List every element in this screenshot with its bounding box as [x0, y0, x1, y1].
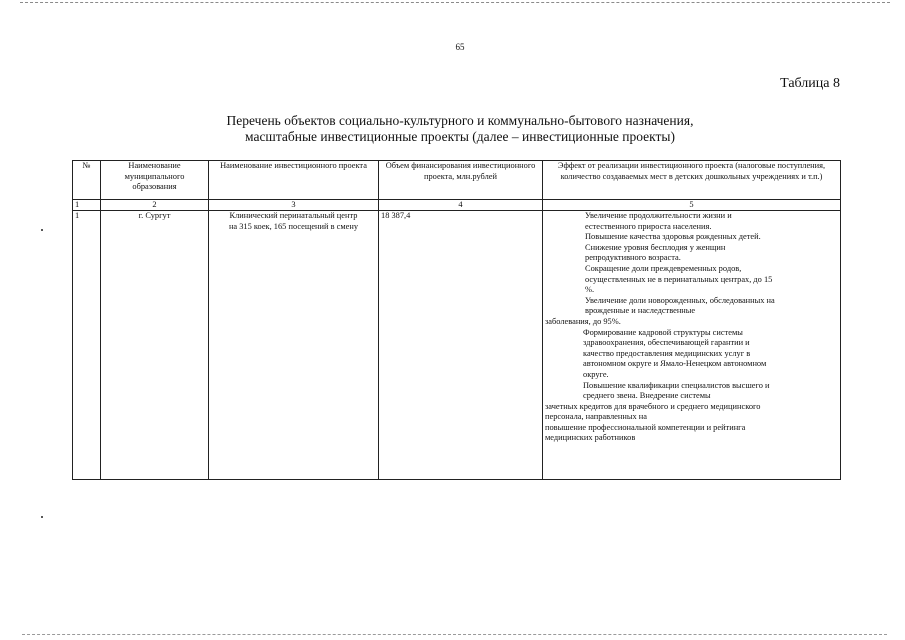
investment-projects-table: [72, 160, 841, 480]
effect-line: Сокращение доли преждевременных родов,: [585, 263, 742, 273]
table-row: [73, 211, 841, 480]
effect-line: повышение профессиональной компетенции и рейтинга: [545, 422, 746, 432]
column-number: 2: [101, 200, 209, 211]
effect-cell: [543, 211, 841, 480]
effect-line: среднего звена. Внедрение системы: [583, 391, 711, 401]
row-number: 1: [73, 211, 101, 480]
effect-line: Увеличение доли новорожденных, обследованных на: [585, 295, 775, 305]
title-line-2: масштабные инвестиционные проекты (далее – инвестиционные проекты): [245, 129, 675, 144]
municipality-cell: г. Сургут: [101, 211, 209, 480]
effect-line: естественного прироста населения.: [585, 221, 712, 231]
header-project: Наименование инвестиционного проекта: [209, 161, 379, 200]
effect-line: качество предоставления медицинских услуг в: [583, 348, 751, 358]
effect-line: персонала, направленных на: [545, 412, 647, 422]
header-municipality: Наименование муниципального образования: [101, 161, 209, 200]
effect-line: врожденные и наследственные: [585, 306, 696, 316]
header-number: №: [73, 161, 101, 200]
project-cell: Клинический перинатальный центр на 315 коек, 165 посещений в смену: [209, 211, 379, 480]
effect-line: медицинских работников: [545, 433, 636, 443]
effect-line: заболевания, до 95%.: [545, 316, 621, 326]
effect-line: здравоохранения, обеспечивающей гарантии и: [583, 338, 750, 348]
effect-line: репродуктивного возраста.: [585, 253, 681, 263]
effect-line: осуществленных не в перинатальных центрах, до 15: [585, 274, 773, 284]
effect-line: Увеличение продолжительности жизни и: [585, 211, 732, 220]
effect-line: автономном округе и Ямало-Ненецком автономном: [583, 359, 767, 369]
scan-edge-bottom: [22, 634, 887, 635]
effect-line: Снижение уровня бесплодия у женщин: [585, 242, 726, 252]
column-number: 3: [209, 200, 379, 211]
effect-line: Повышение качества здоровья рожденных детей.: [585, 232, 761, 242]
effect-line: Повышение квалификации специалистов высшего и: [583, 380, 770, 390]
header-financing: Объем финансирования инвестиционного проекта, млн.рублей: [379, 161, 543, 200]
column-number-row: [73, 200, 841, 211]
table-header-row: [73, 161, 841, 200]
column-number: 1: [73, 200, 101, 211]
table-caption: Таблица 8: [780, 76, 840, 91]
column-number: 4: [379, 200, 543, 211]
header-effect: Эффект от реализации инвестиционного проекта (налоговые поступления, количество создаваемых мест в детских дошкольных учреждениях и т.п.): [543, 161, 841, 200]
column-number: 5: [543, 200, 841, 211]
scan-edge-top: [20, 2, 890, 3]
effect-line: Формирование кадровой структуры системы: [583, 327, 743, 337]
title-line-1: Перечень объектов социально-культурного и коммунально-бытового назначения,: [226, 113, 694, 128]
effect-line: зачетных кредитов для врачебного и среднего медицинского: [545, 401, 761, 411]
scan-speck: [41, 229, 43, 231]
page-number: 65: [455, 42, 465, 52]
document-title: [150, 113, 770, 145]
effect-line: %.: [585, 285, 595, 295]
scan-speck: [41, 516, 43, 518]
effect-line: округе.: [583, 369, 609, 379]
financing-cell: 18 387,4: [379, 211, 543, 480]
